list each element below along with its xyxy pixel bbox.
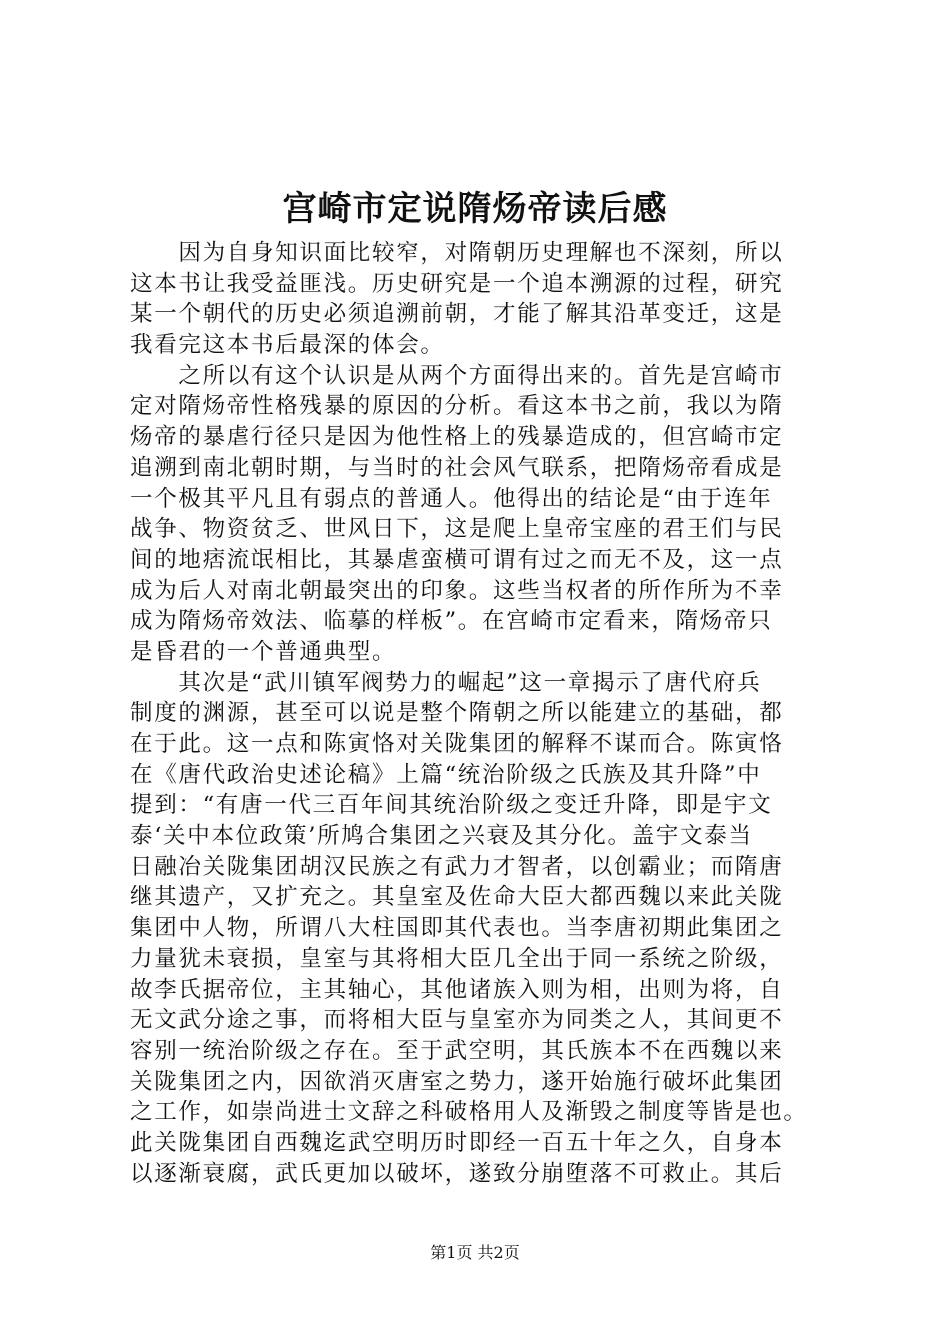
text-line: 日融冶关陇集团胡汉民族之有武力才智者，以创霸业；而隋唐 bbox=[130, 853, 784, 880]
text-line: 关陇集团之内，因欲消灭唐室之势力，遂开始施行破坏此集团 bbox=[130, 1068, 784, 1095]
text-line: 其次是“武川镇军阀势力的崛起”这一章揭示了唐代府兵 bbox=[130, 669, 762, 696]
text-line: 定对隋炀帝性格残暴的原因的分析。看这本书之前，我以为隋 bbox=[130, 393, 784, 420]
document-title: 宫崎市定说隋炀帝读后感 bbox=[282, 189, 668, 229]
text-line: 某一个朝代的历史必须追溯前朝，才能了解其沿革变迁，这是 bbox=[130, 301, 784, 328]
text-line: 一个极其平凡且有弱点的普通人。他得出的结论是“由于连年 bbox=[130, 485, 773, 512]
page-footer: 第1页 共2页 bbox=[430, 1243, 520, 1262]
text-line: 继其遗产，又扩充之。其皇室及佐命大臣大都西魏以来此关陇 bbox=[130, 884, 784, 911]
text-line: 力量犹未衰损，皇室与其将相大臣几全出于同一系统之阶级， bbox=[130, 945, 784, 972]
text-line: 追溯到南北朝时期，与当时的社会风气联系，把隋炀帝看成是 bbox=[130, 454, 784, 481]
document-body bbox=[130, 238, 840, 1189]
text-line: 泰‘关中本位政策’所鸠合集团之兴衰及其分化。盖宇文泰当 bbox=[130, 823, 753, 850]
text-line: 以逐渐衰腐，武氏更加以破坏，遂致分崩堕落不可救止。其后 bbox=[130, 1160, 784, 1187]
paragraph bbox=[130, 668, 840, 1190]
text-line: 故李氏据帝位，主其轴心，其他诸族入则为相，出则为将，自 bbox=[130, 976, 784, 1003]
text-line: 集团中人物，所谓八大柱国即其代表也。当李唐初期此集团之 bbox=[130, 915, 784, 942]
text-line: 在于此。这一点和陈寅恪对关陇集团的解释不谋而合。陈寅恪 bbox=[130, 731, 784, 757]
text-line: 成为隋炀帝效法、临摹的样板”。在宫崎市定看来，隋炀帝只 bbox=[130, 608, 773, 635]
text-line: 提到：“有唐一代三百年间其统治阶级之变迁升降，即是宇文 bbox=[130, 792, 773, 819]
text-line: 无文武分途之事，而将相大臣与皇室亦为同类之人，其间更不 bbox=[130, 1007, 784, 1034]
text-line: 炀帝的暴虐行径只是因为他性格上的残暴造成的，但宫崎市定 bbox=[130, 424, 784, 451]
text-line: 成为后人对南北朝最突出的印象。这些当权者的所作所为不幸 bbox=[130, 577, 784, 604]
text-line: 是昏君的一个普通典型。 bbox=[130, 638, 397, 665]
text-line: 这本书让我受益匪浅。历史研究是一个追本溯源的过程，研究 bbox=[130, 270, 784, 297]
text-line: 制度的渊源，甚至可以说是整个隋朝之所以能建立的基础，都 bbox=[130, 700, 784, 727]
text-line: 我看完这本书后最深的体会。 bbox=[130, 332, 445, 359]
paragraph bbox=[130, 238, 840, 361]
text-line: 在《唐代政治史述论稿》上篇“统治阶级之氏族及其升降”中 bbox=[130, 761, 762, 788]
text-line: 之所以有这个认识是从两个方面得出来的。首先是宫崎市 bbox=[130, 362, 784, 389]
text-line: 容别一统治阶级之存在。至于武空明，其氏族本不在西魏以来 bbox=[130, 1037, 784, 1064]
text-line: 因为自身知识面比较窄，对隋朝历史理解也不深刻，所以 bbox=[130, 240, 784, 266]
text-line: 之工作，如崇尚进士文辞之科破格用人及渐毁之制度等皆是也。 bbox=[130, 1099, 808, 1126]
text-line: 此关陇集团自西魏迄武空明历时即经一百五十年之久，自身本 bbox=[130, 1129, 784, 1156]
text-line: 战争、物资贫乏、世风日下，这是爬上皇帝宝座的君王们与民 bbox=[130, 516, 784, 543]
text-line: 间的地痞流氓相比，其暴虐蛮横可谓有过之而无不及，这一点 bbox=[130, 546, 784, 573]
paragraph bbox=[130, 361, 840, 668]
